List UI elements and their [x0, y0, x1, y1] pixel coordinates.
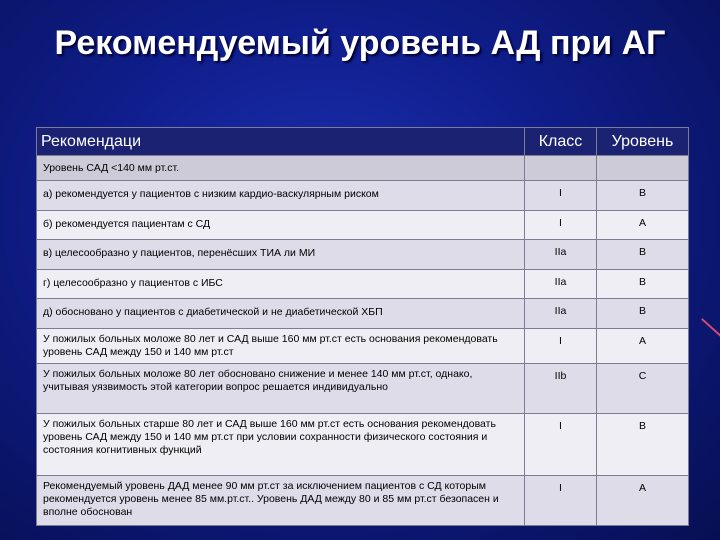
table-header-row — [37, 128, 689, 156]
row-class: I — [525, 211, 597, 240]
table-row — [37, 240, 689, 270]
header-recommendation: Рекомендаци — [37, 128, 525, 156]
row-level: B — [597, 270, 689, 299]
row-class: I — [525, 181, 597, 211]
row-level: B — [597, 181, 689, 211]
table-row — [37, 211, 689, 240]
row-text: У пожилых больных моложе 80 лет обосновано снижение и менее 140 мм рт.ст, однако, учитывая уязвимость этой категории вопрос решается индивидуально — [37, 364, 525, 414]
row-class: I — [525, 476, 597, 526]
subheader-class-cell — [525, 156, 597, 181]
row-class: IIa — [525, 299, 597, 329]
row-level: B — [597, 240, 689, 270]
table-row — [37, 476, 689, 526]
row-level: B — [597, 299, 689, 329]
row-text: а) рекомендуется у пациентов с низким кардио-васкулярным риском — [37, 181, 525, 211]
table-row — [37, 414, 689, 476]
row-level: A — [597, 329, 689, 364]
row-class: I — [525, 329, 597, 364]
table-row — [37, 181, 689, 211]
header-level: Уровень — [597, 128, 689, 156]
row-class: IIb — [525, 364, 597, 414]
row-text: Рекомендуемый уровень ДАД менее 90 мм рт.ст за исключением пациентов с СД которым рекомендуется уровень менее 85 мм.рт.ст.. Уровень ДАД между 80 и 85 мм рт.ст безопасен и вполне обоснован — [37, 476, 525, 526]
recommendations-table — [36, 127, 689, 526]
header-class: Класс — [525, 128, 597, 156]
slide-title: Рекомендуемый уровень АД при АГ — [54, 24, 666, 62]
subheader-text: Уровень САД <140 мм рт.ст. — [37, 156, 525, 181]
table-row — [37, 364, 689, 414]
row-text: У пожилых больных моложе 80 лет и САД выше 160 мм рт.ст есть основания рекомендовать уровень САД между 150 и 140 мм рт.ст — [37, 329, 525, 364]
subheader-level-cell — [597, 156, 689, 181]
row-level: A — [597, 211, 689, 240]
row-level: A — [597, 476, 689, 526]
decorative-line — [701, 318, 720, 339]
row-text: д) обосновано у пациентов с диабетической и не диабетической ХБП — [37, 299, 525, 329]
row-level: B — [597, 414, 689, 476]
subheader-row — [37, 156, 689, 181]
table-row — [37, 329, 689, 364]
row-text: У пожилых больных старше 80 лет и САД выше 160 мм рт.ст есть основания рекомендовать уровень САД между 150 и 140 мм рт.ст при условии сохранности физического состояния и состояния когнитивных функций — [37, 414, 525, 476]
table-row — [37, 270, 689, 299]
row-class: IIa — [525, 240, 597, 270]
row-text: б) рекомендуется пациентам с СД — [37, 211, 525, 240]
row-level: C — [597, 364, 689, 414]
row-text: в) целесообразно у пациентов, перенёсших ТИА ли МИ — [37, 240, 525, 270]
row-class: IIa — [525, 270, 597, 299]
table-row — [37, 299, 689, 329]
row-text: г) целесообразно у пациентов с ИБС — [37, 270, 525, 299]
row-class: I — [525, 414, 597, 476]
